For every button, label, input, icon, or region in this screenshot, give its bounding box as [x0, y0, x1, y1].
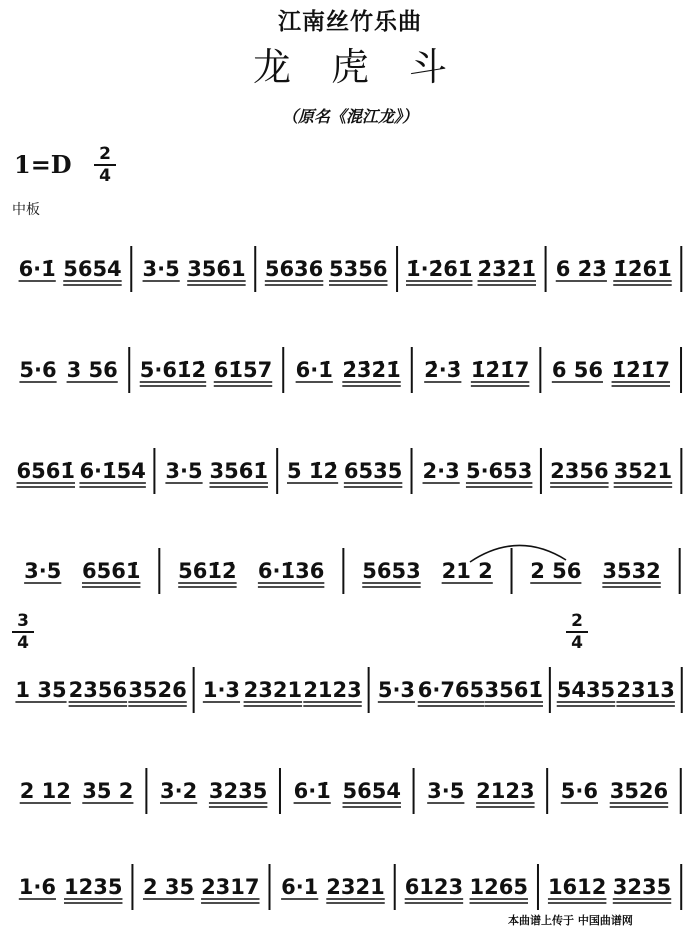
note-group: 3561̇ — [484, 678, 543, 702]
note-group: 3561̇ — [209, 459, 268, 483]
note-group: 561̇2̇ — [178, 559, 237, 583]
score-system — [19, 246, 682, 292]
note-group: 5·61̇2̇ — [139, 358, 207, 382]
note-group: 2123 — [476, 779, 535, 803]
note-group: 2321 — [243, 678, 303, 702]
note-group: 6561̇ — [81, 559, 141, 583]
note-group: 5356 — [329, 257, 388, 281]
note-group: 2313 — [616, 678, 675, 702]
note-group: 5 1̇2̇ — [286, 459, 339, 483]
note-group: 1612 — [547, 875, 607, 899]
note-group: 61̇57 — [213, 358, 273, 382]
time-sig-denominator: 4 — [571, 633, 583, 653]
subtitle: 江南丝竹乐曲 — [278, 8, 422, 35]
note-group: 35 2 — [82, 779, 134, 803]
note-group: 1 35 — [15, 678, 67, 702]
note-group: 6·765 — [417, 678, 485, 702]
note-group: 1·6 — [18, 875, 57, 899]
note-group: 5·6 — [560, 779, 598, 803]
note-group: 3·5 — [427, 779, 465, 803]
note-group: 1̇2̇1̇7 — [470, 358, 530, 382]
note-group: 3·5 — [142, 257, 180, 281]
time-sig-numerator: 3 — [17, 611, 29, 631]
note-group: 6 2̇3̇ — [555, 257, 607, 281]
note-group: 6535 — [343, 459, 403, 483]
tempo-marking: 中板 — [12, 202, 40, 218]
time-sig-denominator: 4 — [17, 633, 29, 653]
score-system — [19, 347, 681, 393]
note-group: 3 56 — [66, 358, 118, 382]
note-group: 3·5 — [165, 459, 203, 483]
note-group: 3526 — [128, 678, 187, 702]
note-group: 6 56 — [551, 358, 603, 382]
note-group: 3526 — [609, 779, 669, 803]
note-group: 2·3 — [422, 459, 460, 483]
time-sig-numerator: 2 — [571, 611, 583, 631]
note-group: 6·1̇ — [18, 257, 56, 281]
note-group: 5·6 — [19, 358, 57, 382]
page-title: 龙虎斗 — [252, 45, 487, 89]
note-group: 2317 — [201, 875, 260, 899]
note-group: 5·3 — [377, 678, 416, 702]
score-system — [19, 864, 681, 910]
score-system — [24, 548, 680, 594]
note-group: 2321 — [326, 875, 385, 899]
note-group: 3·5 — [24, 559, 62, 583]
note-group: 21 2 — [441, 559, 493, 583]
note-group: 5654 — [342, 779, 401, 803]
note-group: 2 35 — [142, 875, 195, 899]
note-group: 2356 — [68, 678, 128, 702]
note-group: 5435 — [556, 678, 616, 702]
time-sig-numerator: 2 — [99, 144, 111, 164]
note-group: 6561̇ — [16, 459, 76, 483]
note-group: 1235 — [64, 875, 123, 899]
note-group: 3532 — [602, 559, 661, 583]
note-group: 1̇·2̇61̇ — [406, 257, 473, 281]
note-group: 2 56 — [530, 559, 582, 583]
note-group: 6·1̇54 — [79, 459, 146, 483]
note-group: 2 12 — [19, 779, 71, 803]
note-group: 6·1̇ — [293, 779, 331, 803]
note-group: 1265 — [469, 875, 528, 899]
note-group: 6·1̇36 — [257, 559, 325, 583]
note-group: 5·653 — [465, 459, 533, 483]
note-group: 5653 — [362, 559, 421, 583]
note-group: 3·2 — [159, 779, 198, 803]
note-group: 6·1 — [281, 875, 319, 899]
time-sig-denominator: 4 — [99, 166, 111, 186]
note-group: 2̇·3̇ — [424, 358, 462, 382]
note-group: 356̇1 — [187, 257, 246, 281]
note-group: 2̇3̇2̇1̇ — [342, 358, 401, 382]
score-system — [20, 768, 681, 814]
note-group: 6123 — [404, 875, 464, 899]
note-group: 5636 — [264, 257, 324, 281]
note-group: 1̇2̇61̇ — [613, 257, 672, 281]
note-group: 3235 — [612, 875, 672, 899]
note-group: 6·1̇ — [295, 358, 333, 382]
note-group: 3235 — [208, 779, 268, 803]
score-system — [15, 667, 681, 713]
note-group: 1·3 — [202, 678, 241, 702]
alternate-title: （原名《混江龙》） — [281, 107, 418, 126]
note-group: 2̇3̇2̇1̇ — [477, 257, 537, 281]
watermark: 本曲谱上传于 中国曲谱网 — [508, 914, 633, 927]
note-group: 2356 — [550, 459, 609, 483]
key-signature: 1=D — [14, 150, 72, 179]
note-group: 2123 — [303, 678, 362, 702]
note-group: 5654 — [63, 257, 122, 281]
score-system — [17, 448, 682, 494]
note-group: 1̇2̇1̇7 — [611, 358, 671, 382]
note-group: 3521 — [613, 459, 673, 483]
